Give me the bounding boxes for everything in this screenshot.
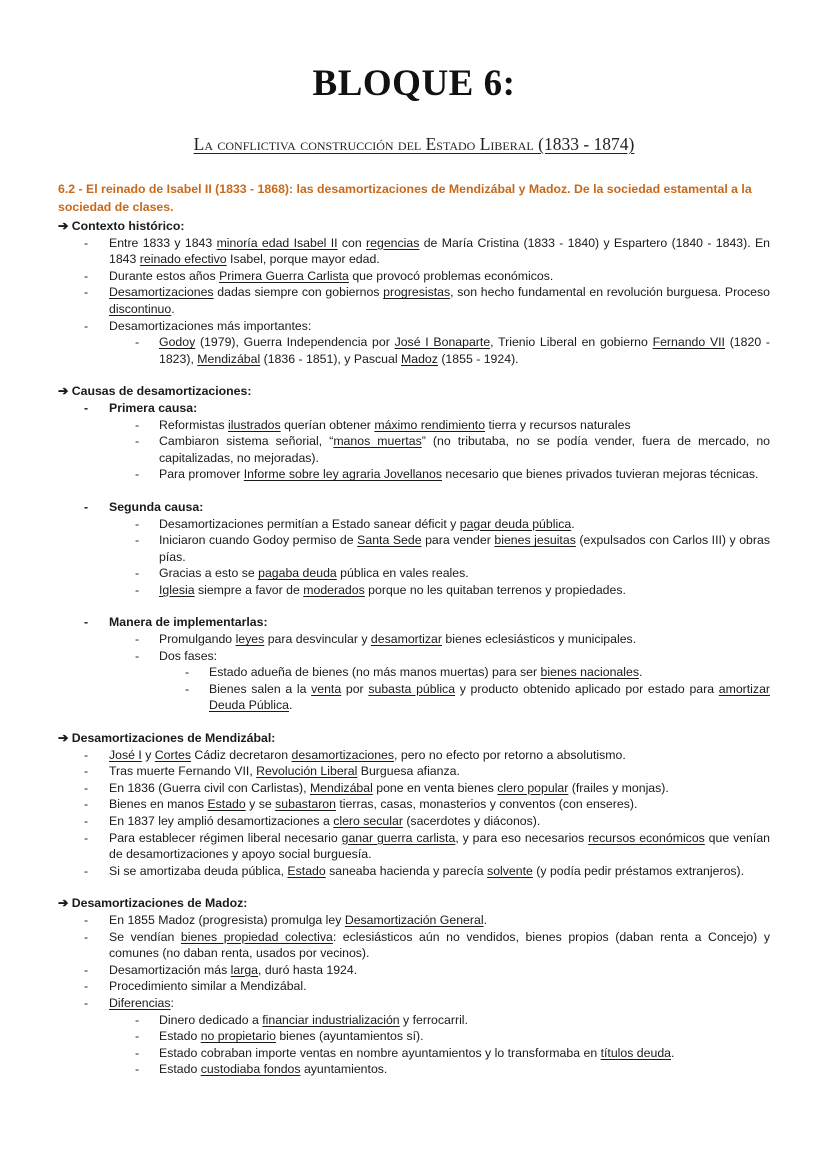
text: ayuntamientos. <box>300 1062 388 1077</box>
underlined-term: amortizar Deuda Pública <box>209 681 770 713</box>
text: Estado adueña de bienes (no más manos muertas) para ser <box>209 665 541 680</box>
list-segunda-causa-label <box>58 499 770 516</box>
underlined-term: venta <box>311 681 342 696</box>
underlined-term: Diferencias <box>109 995 171 1010</box>
list-item <box>58 532 770 565</box>
list-fases <box>58 664 770 714</box>
text: (1836 - 1851), y Pascual <box>260 351 401 366</box>
underlined-term: Primera Guerra Carlista <box>219 268 349 283</box>
underlined-term: Madoz <box>401 351 438 366</box>
text: para desvincular y <box>264 632 371 647</box>
underlined-term: Desamortización General <box>344 912 484 927</box>
text: bienes (ayuntamientos sí). <box>275 1029 424 1044</box>
text: ” (no tributaba, no se podía vender, fuera de mercado, no capitalizadas, no mejoradas). <box>159 434 770 465</box>
underlined-term: bienes propiedad colectiva <box>180 929 333 944</box>
underlined-term: Santa Sede <box>357 533 422 548</box>
underlined-term: desamortizaciones <box>291 747 395 762</box>
text: Iniciaron cuando Godoy permiso de <box>159 533 358 548</box>
list-primera-causa-label <box>58 400 770 417</box>
underlined-term: clero secular <box>333 814 403 828</box>
list-item <box>58 516 770 533</box>
text: . <box>483 912 487 927</box>
list-item <box>58 681 770 714</box>
underlined-term: Fernando VII <box>652 335 725 350</box>
text: . <box>571 516 575 531</box>
text: Bienes en manos <box>109 797 208 812</box>
list-item <box>58 664 770 681</box>
page-subtitle: La conflictiva construcción del Estado Liberal (1833 - 1874) <box>193 134 635 154</box>
text: saneaba hacienda y parecía <box>325 863 488 878</box>
underlined-term: Estado <box>207 797 246 812</box>
underlined-term: Mendizábal <box>309 780 373 795</box>
text: Desamortización más <box>109 962 231 977</box>
text: (1820 - 1823), <box>159 335 770 366</box>
underlined-term: no propietario <box>200 1029 276 1044</box>
underlined-term: Desamortizaciones <box>109 285 214 300</box>
list-item <box>58 796 770 813</box>
text: Tras muerte Fernando VII, <box>109 764 257 779</box>
underlined-term: bienes jesuitas <box>494 533 576 548</box>
list-item <box>58 235 770 268</box>
list-item <box>58 995 770 1012</box>
underlined-term: bienes nacionales <box>540 665 639 680</box>
list-item <box>58 1028 770 1045</box>
underlined-term: desamortizar <box>370 632 442 647</box>
list-item <box>58 1045 770 1062</box>
text: . <box>288 698 293 713</box>
underlined-term: Estado <box>287 863 326 878</box>
text: En 1836 (Guerra civil con Carlistas), <box>109 780 310 795</box>
text: , pero no efecto por retorno a absolutismo. <box>394 747 626 762</box>
text: Desamortizaciones permitían a Estado sanear déficit y <box>159 516 460 531</box>
text: tierras, casas, monasterios y conventos (con enseres). <box>335 797 638 812</box>
list-item <box>58 830 770 863</box>
sub-heading-primera-causa: - Primera causa: <box>58 400 770 417</box>
list-item <box>58 863 770 880</box>
underlined-term: pagaba deuda <box>258 566 337 581</box>
underlined-term: ganar guerra carlista <box>341 830 456 845</box>
underlined-term: Revolución Liberal <box>256 764 358 779</box>
text: dadas siempre con gobiernos <box>213 285 384 300</box>
underlined-term: manos muertas <box>333 434 422 449</box>
text: que provocó problemas económicos. <box>348 268 554 283</box>
list-item <box>58 763 770 780</box>
text: . <box>671 1045 675 1060</box>
underlined-term: solvente <box>487 863 533 878</box>
text: siempre a favor de <box>194 582 304 597</box>
list-item <box>58 466 770 483</box>
text: tierra y recursos naturales <box>485 417 631 432</box>
underlined-term: custodiaba fondos <box>200 1062 301 1077</box>
text: En 1855 Madoz (progresista) promulga ley <box>109 912 345 927</box>
text: Estado cobraban importe ventas en nombre ayuntamientos y lo transformaba en <box>159 1045 601 1060</box>
text: Se vendían <box>109 929 181 944</box>
list-contexto <box>58 235 770 335</box>
text: Entre 1833 y 1843 <box>109 235 217 250</box>
text: pone en venta bienes <box>372 780 498 795</box>
document-body <box>58 180 770 1078</box>
text: Durante estos años <box>109 268 220 283</box>
underlined-term: larga <box>230 962 259 977</box>
underlined-term: Iglesia <box>159 582 195 597</box>
text: (1979), Guerra Independencia por <box>195 335 395 350</box>
text: y <box>141 747 155 762</box>
heading-contexto: ➔ Contexto histórico: <box>58 219 185 233</box>
list-primera-causa <box>58 417 770 483</box>
text: En 1837 ley amplió desamortizaciones a <box>109 814 334 828</box>
text: (sacerdotes y diáconos). <box>402 814 541 828</box>
underlined-term: minoría edad Isabel II <box>216 235 338 250</box>
text: de María Cristina (1833 - 1840) y Espartero (1840 - 1843). En 1843 <box>109 235 770 267</box>
list-item <box>58 284 770 317</box>
underlined-term: José I <box>109 747 142 762</box>
text: Estado <box>159 1029 201 1044</box>
text: (y podía pedir préstamos extranjeros). <box>532 863 745 878</box>
text: Reformistas <box>159 417 229 432</box>
text: Bienes salen a la <box>209 681 312 696</box>
underlined-term: financiar industrialización <box>262 1012 400 1027</box>
text: bienes eclesiásticos y municipales. <box>442 632 637 647</box>
text: , son hecho fundamental en revolución burguesa. Proceso <box>450 285 770 300</box>
text: Si se amortizaba deuda pública, <box>109 863 288 878</box>
list-diferencias <box>58 1012 770 1078</box>
text: (frailes y monjas). <box>568 780 669 795</box>
underlined-term: clero popular <box>497 780 569 795</box>
section-title: 6.2 - El reinado de Isabel II (1833 - 1868): las desamortizaciones de Mendizábal y Madoz. De la sociedad estamental a la sociedad de clases. <box>58 182 752 214</box>
text: Gracias a esto se <box>159 566 259 581</box>
text: Estado <box>159 1062 201 1077</box>
text: y se <box>245 797 276 812</box>
list-item <box>58 582 770 599</box>
text: . <box>638 665 643 680</box>
list-item <box>58 318 770 335</box>
text: , y para eso necesarios <box>455 830 589 845</box>
list-item <box>58 1061 770 1078</box>
list-item <box>58 978 770 995</box>
underlined-term: recursos económicos <box>588 830 705 845</box>
text: Cádiz decretaron <box>191 747 292 762</box>
underlined-term: regencias <box>366 235 420 250</box>
heading-causas: ➔ Causas de desamortizaciones: <box>58 384 252 399</box>
text: porque no les quitaban terrenos y propiedades. <box>364 582 626 597</box>
text: querían obtener <box>280 417 375 432</box>
list-item <box>58 780 770 797</box>
underlined-term: José I Bonaparte <box>394 335 491 350</box>
list-item <box>58 631 770 648</box>
underlined-term: subasta pública <box>368 681 456 696</box>
underlined-term: leyes <box>235 632 265 647</box>
list-segunda-causa <box>58 516 770 599</box>
text: para vender <box>421 533 495 548</box>
underlined-term: reinado efectivo <box>139 252 227 267</box>
heading-madoz: ➔ Desamortizaciones de Madoz: <box>58 896 248 911</box>
underlined-term: máximo rendimiento <box>374 417 486 432</box>
underlined-term: títulos deuda <box>600 1045 671 1060</box>
text: y ferrocarril. <box>399 1012 468 1027</box>
list-contexto-sub <box>58 334 770 367</box>
list-item <box>58 813 770 830</box>
text: que venían de desamortizaciones y apoyo social burguesía. <box>109 830 770 862</box>
underlined-term: pagar deuda pública <box>459 516 572 531</box>
heading-mendizabal: ➔ Desamortizaciones de Mendizábal: <box>58 731 276 746</box>
list-mendizabal <box>58 747 770 880</box>
text: Cambiaron sistema señorial, “ <box>159 434 334 449</box>
text: por <box>341 681 369 696</box>
list-item <box>58 268 770 285</box>
text: : <box>170 995 174 1010</box>
list-item <box>58 1012 770 1029</box>
underlined-term: ilustrados <box>228 417 281 432</box>
text: Para establecer régimen liberal necesario <box>109 830 342 845</box>
text: Desamortizaciones más importantes: <box>109 318 312 333</box>
text: Isabel, porque mayor edad. <box>226 252 380 267</box>
list-item <box>58 962 770 979</box>
underlined-term: subastaron <box>275 797 336 812</box>
list-item <box>58 747 770 764</box>
text: , Trienio Liberal en gobierno <box>490 335 653 350</box>
list-item <box>58 929 770 962</box>
list-item <box>58 417 770 434</box>
text: pública en vales reales. <box>336 566 469 581</box>
text: . <box>171 301 175 316</box>
underlined-term: moderados <box>303 582 365 597</box>
text: Promulgando <box>159 632 236 647</box>
text: : eclesiásticos aún no vendidos, bienes propios (daban renta a Concejo) y comunes (no daban renta, usados por vecinos). <box>109 929 770 961</box>
text: con <box>337 235 367 250</box>
underlined-term: Cortes <box>154 747 192 762</box>
text: necesario que bienes privados tuvieran mejoras técnicas. <box>441 467 759 482</box>
text: Burguesa afianza. <box>357 764 460 779</box>
text: Dos fases: <box>159 648 218 663</box>
underlined-term: Informe sobre ley agraria Jovellanos <box>243 467 442 482</box>
underlined-term: Mendizábal <box>197 351 261 366</box>
text: (expulsados con Carlos III) y obras pías. <box>159 533 770 564</box>
list-item <box>58 648 770 665</box>
list-item <box>58 565 770 582</box>
list-item <box>58 433 770 466</box>
sub-heading-manera: - Manera de implementarlas: <box>58 614 770 631</box>
text: Procedimiento similar a Mendizábal. <box>109 979 307 994</box>
list-item <box>58 912 770 929</box>
text: Para promover <box>159 467 244 482</box>
list-manera-label <box>58 614 770 631</box>
underlined-term: progresistas <box>383 285 451 300</box>
underlined-term: Godoy <box>159 335 196 350</box>
page-title: BLOQUE 6: <box>312 63 516 104</box>
list-manera <box>58 631 770 664</box>
underlined-term: discontinuo <box>109 301 172 316</box>
sub-heading-segunda-causa: - Segunda causa: <box>58 499 770 516</box>
text: y producto obtenido aplicado por estado para <box>455 681 719 696</box>
text: (1855 - 1924). <box>437 351 519 366</box>
list-madoz <box>58 912 770 1012</box>
list-item <box>58 334 770 367</box>
text: Dinero dedicado a <box>159 1012 263 1027</box>
text: , duró hasta 1924. <box>258 962 358 977</box>
